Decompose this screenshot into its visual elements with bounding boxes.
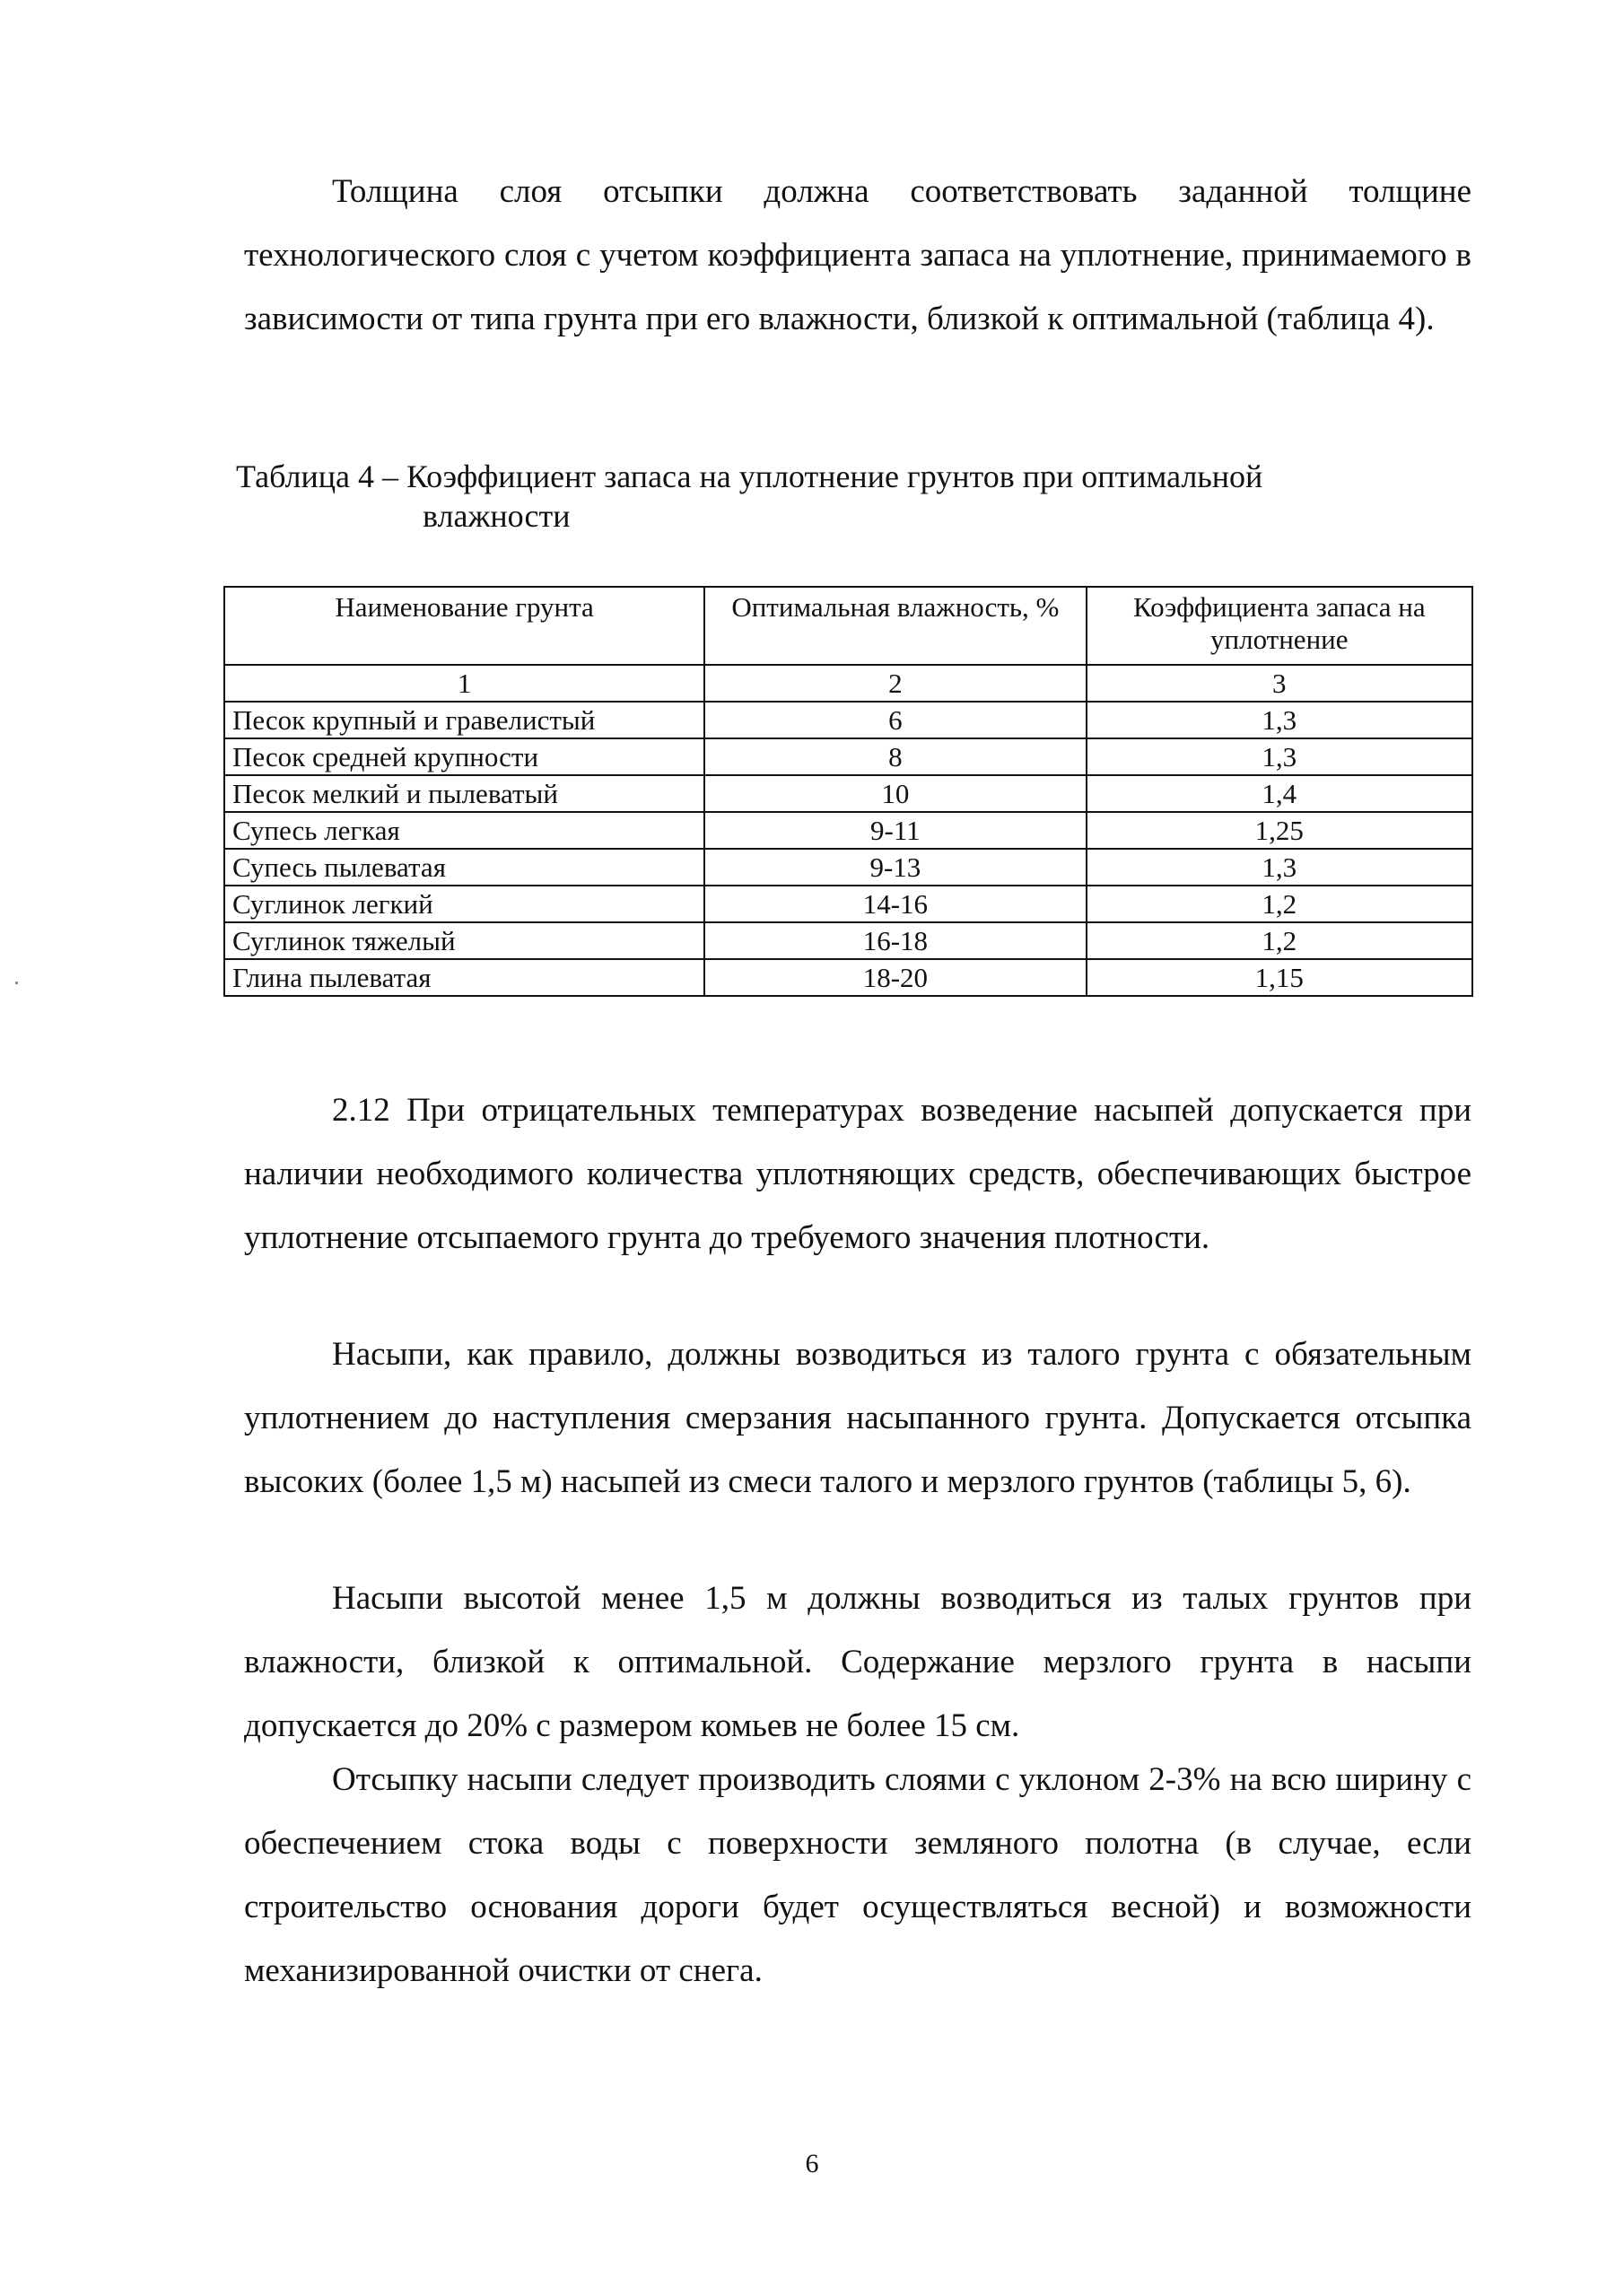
cell-soil-name: Глина пылеватая xyxy=(224,959,704,996)
cell-moisture: 18-20 xyxy=(704,959,1086,996)
table-caption-line1: Таблица 4 – Коэффициент запаса на уплотнение грунтов при оптимальной xyxy=(236,458,1263,494)
cell-coefficient: 1,25 xyxy=(1087,812,1472,849)
paragraph-low-embankments xyxy=(244,1567,1471,1758)
cell-coefficient: 1,3 xyxy=(1087,738,1472,775)
cell-soil-name: Песок крупный и гравелистый xyxy=(224,702,704,738)
paragraph-thickness xyxy=(244,160,1471,351)
table-row xyxy=(224,959,1472,996)
cell-moisture: 6 xyxy=(704,702,1086,738)
paragraph-thawed-soil-text: Насыпи, как правило, должны возводиться из талого грунта с обязательным уплотнением до наступления смерзания насыпанного грунта. Допускается отсыпка высоких (более 1,5 м) насыпей из смеси талого и мерзлого грунтов (таблицы 5, 6). xyxy=(244,1336,1471,1500)
column-number: 3 xyxy=(1087,665,1472,702)
column-number: 1 xyxy=(224,665,704,702)
cell-moisture: 14-16 xyxy=(704,886,1086,922)
column-number: 2 xyxy=(704,665,1086,702)
page-number: 6 xyxy=(805,2149,819,2178)
table-column-number-row xyxy=(224,665,1472,702)
cell-soil-name: Супесь легкая xyxy=(224,812,704,849)
paragraph-layer-slope xyxy=(244,1748,1471,2003)
cell-coefficient: 1,15 xyxy=(1087,959,1472,996)
cell-soil-name: Суглинок тяжелый xyxy=(224,922,704,959)
table-row xyxy=(224,886,1472,922)
cell-moisture: 9-11 xyxy=(704,812,1086,849)
table-row xyxy=(224,812,1472,849)
table-caption xyxy=(236,457,1492,536)
cell-moisture: 9-13 xyxy=(704,849,1086,886)
header-soil-name: Наименование грунта xyxy=(224,587,704,665)
table-row xyxy=(224,738,1472,775)
paragraph-negative-temperatures-text: 2.12 При отрицательных температурах возведение насыпей допускается при наличии необходимого количества уплотняющих средств, обеспечивающих быстрое уплотнение отсыпаемого грунта до требуемого значения плотности. xyxy=(244,1092,1471,1256)
paragraph-thickness-text: Толщина слоя отсыпки должна соответствовать заданной толщине технологического слоя с учетом коэффициента запаса на уплотнение, принимаемого в зависимости от типа грунта при его влажности, близкой к оптимальной (таблица 4). xyxy=(244,173,1471,337)
paragraph-thawed-soil xyxy=(244,1322,1471,1514)
cell-soil-name: Суглинок легкий xyxy=(224,886,704,922)
cell-coefficient: 1,4 xyxy=(1087,775,1472,812)
table-row xyxy=(224,775,1472,812)
cell-soil-name: Песок мелкий и пылеватый xyxy=(224,775,704,812)
soil-compaction-table xyxy=(223,586,1473,997)
cell-moisture: 16-18 xyxy=(704,922,1086,959)
scan-speck xyxy=(15,982,18,984)
table-header-row xyxy=(224,587,1472,665)
header-optimal-moisture: Оптимальная влажность, % xyxy=(704,587,1086,665)
paragraph-negative-temperatures xyxy=(244,1078,1471,1270)
paragraph-layer-slope-text: Отсыпку насыпи следует производить слоями с уклоном 2-3% на всю ширину с обеспечением стока воды с поверхности земляного полотна (в случае, если строительство основания дороги будет осуществляться весной) и возможности механизированной очистки от снега. xyxy=(244,1761,1471,1989)
cell-moisture: 8 xyxy=(704,738,1086,775)
cell-coefficient: 1,2 xyxy=(1087,886,1472,922)
table-caption-line2: влажности xyxy=(423,498,571,534)
header-compaction-coefficient: Коэффициента запаса на уплотнение xyxy=(1087,587,1472,665)
table-row xyxy=(224,702,1472,738)
cell-soil-name: Песок средней крупности xyxy=(224,738,704,775)
paragraph-low-embankments-text: Насыпи высотой менее 1,5 м должны возводиться из талых грунтов при влажности, близкой к оптимальной. Содержание мерзлого грунта в насыпи допускается до 20% с размером комьев не более 15 см. xyxy=(244,1580,1471,1744)
table-row xyxy=(224,849,1472,886)
table-row xyxy=(224,922,1472,959)
cell-soil-name: Супесь пылеватая xyxy=(224,849,704,886)
cell-coefficient: 1,3 xyxy=(1087,849,1472,886)
cell-moisture: 10 xyxy=(704,775,1086,812)
cell-coefficient: 1,2 xyxy=(1087,922,1472,959)
cell-coefficient: 1,3 xyxy=(1087,702,1472,738)
